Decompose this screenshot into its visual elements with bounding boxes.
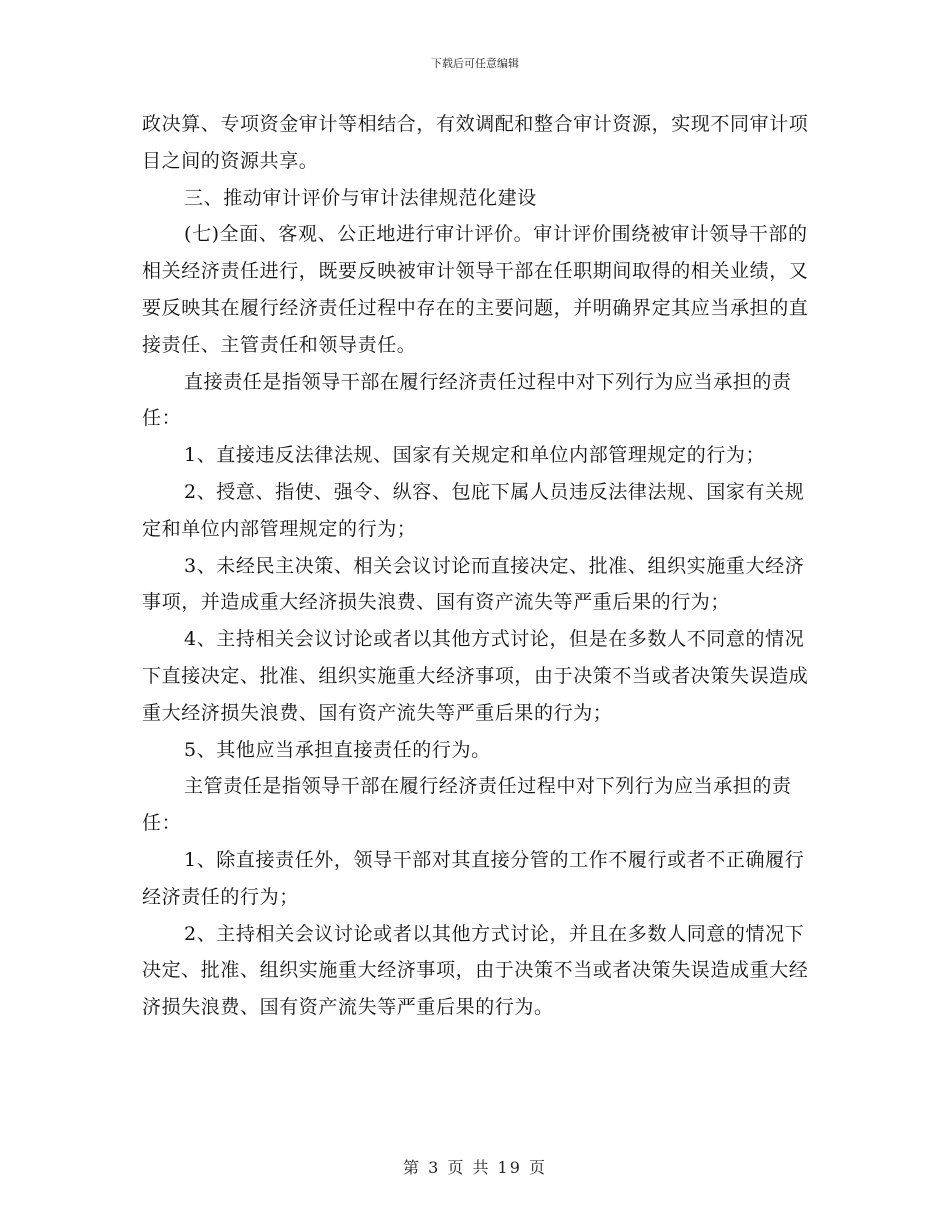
page-number: 第 3 页 共 19 页 [403, 1158, 547, 1177]
paragraph: 政决算、专项资金审计等相结合，有效调配和整合审计资源，实现不同审计项目之间的资源共享。 [142, 113, 809, 172]
section-heading: 三、推动审计评价与审计法律规范化建设 [184, 186, 537, 209]
list-item: 3、未经民主决策、相关会议讨论而直接决定、批准、组织实施重大经济事项，并造成重大经济损失浪费、国有资产流失等严重后果的行为； [142, 554, 805, 614]
list-item: 1、直接违反法律法规、国家有关规定和单位内部管理规定的行为； [184, 444, 766, 467]
paragraph: 主管责任是指领导干部在履行经济责任过程中对下列行为应当承担的责任： [142, 775, 792, 835]
paragraph: (七)全面、客观、公正地进行审计评价。审计评价围绕被审计领导干部的相关经济责任进行，既要反映被审计领导干部在任职期间取得的相关业绩，又要反映其在履行经济责任过程中存在的主要问题，并明确界定其应当承担的直接责任、主管责任和领导责任。 [142, 223, 809, 356]
document-body [142, 106, 822, 1026]
list-item: 5、其他应当承担直接责任的行为。 [184, 738, 491, 761]
paragraph: 直接责任是指领导干部在履行经济责任过程中对下列行为应当承担的责任： [142, 370, 792, 430]
list-item: 2、主持相关会议讨论或者以其他方式讨论，并且在多数人同意的情况下决定、批准、组织实施重大经济事项，由于决策不当或者决策失误造成重大经济损失浪费、国有资产流失等严重后果的行为。 [142, 922, 809, 1019]
page-header-note: 下载后可任意编辑 [431, 57, 519, 70]
list-item: 2、授意、指使、强令、纵容、包庇下属人员违反法律法规、国家有关规定和单位内部管理规定的行为； [142, 480, 805, 540]
list-item: 1、除直接责任外，领导干部对其直接分管的工作不履行或者不正确履行经济责任的行为； [142, 848, 805, 908]
list-item: 4、主持相关会议讨论或者以其他方式讨论，但是在多数人不同意的情况下直接决定、批准、组织实施重大经济事项，由于决策不当或者决策失误造成重大经济损失浪费、国有资产流失等严重后果的行为； [142, 628, 809, 724]
